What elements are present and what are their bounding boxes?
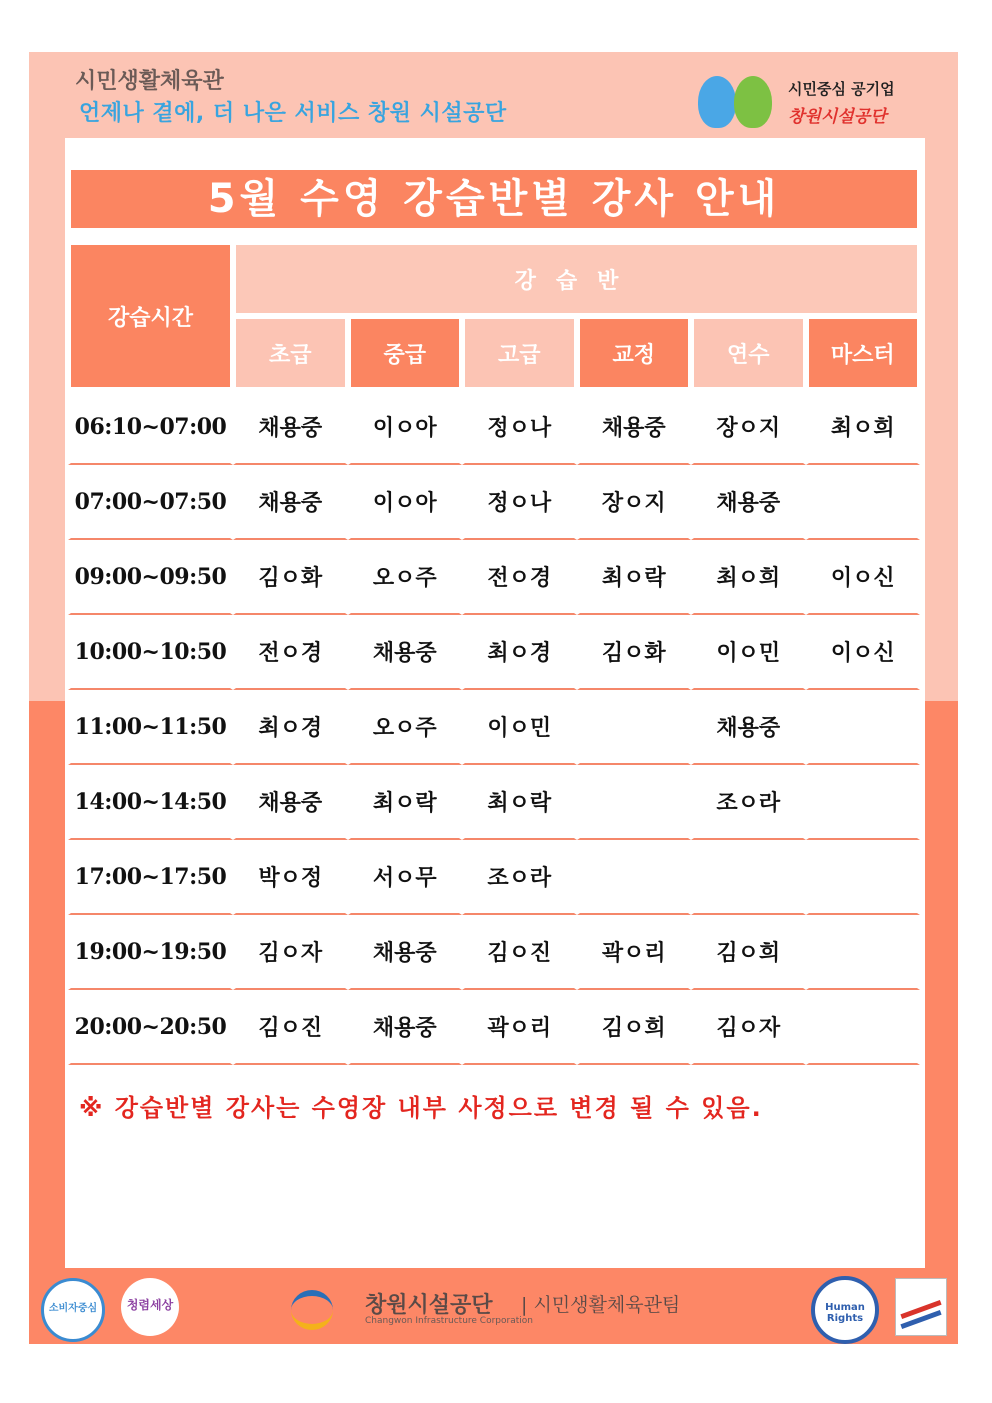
instructor-cell: 최ㅇ락	[348, 765, 463, 840]
time-cell: 11:00~11:50	[68, 690, 233, 765]
instructor-cell: 박ㅇ정	[233, 840, 348, 915]
instructor-cell: 이ㅇ신	[806, 540, 921, 615]
instructor-cell: 조ㅇ라	[462, 840, 577, 915]
instructor-cell	[806, 915, 921, 990]
instructor-cell: 이ㅇ아	[348, 390, 463, 465]
time-cell: 14:00~14:50	[68, 765, 233, 840]
consumer-center-logo	[41, 1278, 105, 1342]
instructor-cell	[577, 765, 692, 840]
level-header: 고급	[462, 316, 577, 390]
instructor-cell: 정ㅇ나	[462, 390, 577, 465]
brand-name: 창원시설공단	[788, 107, 887, 127]
integrity-logo-text: 청렴세상	[126, 1298, 174, 1312]
instructor-cell: 최ㅇ경	[462, 615, 577, 690]
level-header: 연수	[691, 316, 806, 390]
human-rights-logo	[811, 1276, 879, 1344]
table-row	[68, 465, 920, 540]
instructor-cell: 채용중	[348, 990, 463, 1065]
mascot-blue-icon	[698, 76, 736, 128]
instructor-cell: 이ㅇ민	[691, 615, 806, 690]
instructor-cell: 채용중	[233, 765, 348, 840]
level-header: 교정	[577, 316, 692, 390]
time-cell: 07:00~07:50	[68, 465, 233, 540]
table-row	[68, 840, 920, 915]
instructor-cell	[806, 765, 921, 840]
instructor-cell: 김ㅇ자	[233, 915, 348, 990]
time-cell: 19:00~19:50	[68, 915, 233, 990]
instructor-cell: 오ㅇ주	[348, 690, 463, 765]
notice: ※ 강습반별 강사는 수영장 내부 사정으로 변경 될 수 있음.	[79, 1094, 763, 1122]
brand-tagline: 시민중심 공기업	[788, 80, 895, 98]
instructor-cell: 김ㅇ화	[233, 540, 348, 615]
instructor-cell	[577, 840, 692, 915]
time-cell: 09:00~09:50	[68, 540, 233, 615]
table-row	[68, 765, 920, 840]
slogan: 언제나 곁에, 더 나은 서비스 창원 시설공단	[79, 101, 507, 126]
time-header: 강습시간	[68, 242, 233, 390]
page-title: 5월 수영 강습반별 강사 안내	[71, 170, 917, 228]
instructor-cell: 오ㅇ주	[348, 540, 463, 615]
brand-logo	[698, 74, 918, 134]
instructor-cell: 채용중	[233, 465, 348, 540]
instructor-cell: 정ㅇ나	[462, 465, 577, 540]
time-cell: 20:00~20:50	[68, 990, 233, 1065]
human-rights-logo-text: Human Rights	[825, 1302, 865, 1324]
instructor-cell: 최ㅇ락	[462, 765, 577, 840]
instructor-cell: 김ㅇ진	[233, 990, 348, 1065]
time-cell: 17:00~17:50	[68, 840, 233, 915]
instructor-cell	[806, 690, 921, 765]
instructor-cell: 김ㅇ화	[577, 615, 692, 690]
instructor-cell: 채용중	[348, 915, 463, 990]
certification-logo	[895, 1278, 947, 1336]
instructor-cell	[577, 690, 692, 765]
table-row	[68, 540, 920, 615]
instructor-cell: 최ㅇ락	[577, 540, 692, 615]
schedule-table	[68, 242, 920, 1065]
time-cell: 10:00~10:50	[68, 615, 233, 690]
level-header: 중급	[348, 316, 463, 390]
instructor-cell	[806, 990, 921, 1065]
footer	[29, 1268, 958, 1344]
instructor-cell: 이ㅇ신	[806, 615, 921, 690]
instructor-cell: 채용중	[577, 390, 692, 465]
instructor-cell: 최ㅇ경	[233, 690, 348, 765]
footer-org-name: 창원시설공단	[365, 1293, 493, 1318]
consumer-logo-text: 소비자중심	[48, 1303, 98, 1314]
time-cell: 06:10~07:00	[68, 390, 233, 465]
instructor-cell: 채용중	[691, 690, 806, 765]
instructor-cell: 이ㅇ민	[462, 690, 577, 765]
content-paper	[65, 138, 925, 1268]
instructor-cell: 장ㅇ지	[577, 465, 692, 540]
table-row	[68, 615, 920, 690]
instructor-cell: 김ㅇ진	[462, 915, 577, 990]
instructor-cell	[691, 840, 806, 915]
instructor-cell: 전ㅇ경	[462, 540, 577, 615]
instructor-cell: 김ㅇ희	[577, 990, 692, 1065]
instructor-cell: 채용중	[348, 615, 463, 690]
facility-name: 시민생활체육관	[75, 69, 224, 94]
instructor-cell	[806, 840, 921, 915]
footer-dept-name: | 시민생활체육관팀	[521, 1294, 681, 1316]
class-group-header: 강습반	[233, 242, 920, 316]
instructor-cell: 최ㅇ희	[806, 390, 921, 465]
instructor-cell: 김ㅇ희	[691, 915, 806, 990]
table-row	[68, 690, 920, 765]
instructor-cell: 곽ㅇ리	[577, 915, 692, 990]
table-row	[68, 915, 920, 990]
instructor-cell: 조ㅇ라	[691, 765, 806, 840]
mascot-green-icon	[734, 76, 772, 128]
instructor-cell: 채용중	[233, 390, 348, 465]
instructor-cell: 채용중	[691, 465, 806, 540]
instructor-cell: 곽ㅇ리	[462, 990, 577, 1065]
integrity-logo	[121, 1278, 179, 1336]
poster-frame	[29, 52, 958, 1344]
instructor-cell	[806, 465, 921, 540]
instructor-cell: 서ㅇ무	[348, 840, 463, 915]
level-header: 마스터	[806, 316, 921, 390]
footer-org-english: Changwon Infrastructure Corporation	[365, 1316, 533, 1326]
corporation-swoosh-icon	[291, 1290, 333, 1330]
instructor-cell: 전ㅇ경	[233, 615, 348, 690]
table-row	[68, 390, 920, 465]
instructor-cell: 최ㅇ희	[691, 540, 806, 615]
instructor-cell: 이ㅇ아	[348, 465, 463, 540]
table-row	[68, 990, 920, 1065]
level-header: 초급	[233, 316, 348, 390]
instructor-cell: 김ㅇ자	[691, 990, 806, 1065]
instructor-cell: 장ㅇ지	[691, 390, 806, 465]
